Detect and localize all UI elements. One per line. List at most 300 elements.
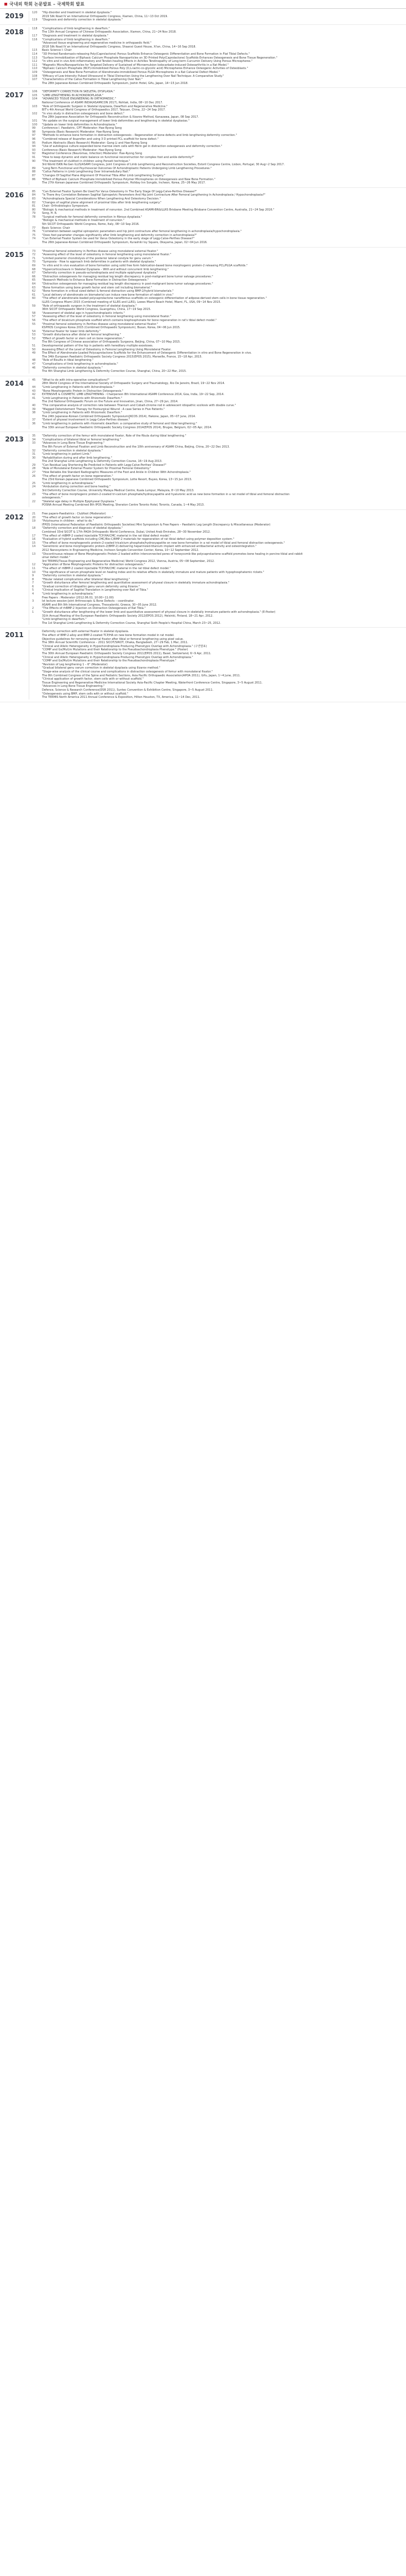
entry-number: 115: [32, 49, 38, 52]
list-item: [32, 674, 406, 678]
entry-number: [32, 663, 42, 667]
year-label: 2019: [5, 12, 24, 20]
entry-number: [32, 301, 42, 304]
entry-text: "Magged Detoristement Therapy for Postsurgical Wound : A case Series in Five Patients.": [42, 407, 165, 411]
entry-text: Podium Abstracts (Basic Research) Moderator: Gang Li and Hae-Ryong Song: [42, 141, 147, 145]
section-divider: [0, 24, 406, 25]
list-item: [32, 574, 406, 578]
section-divider: [0, 627, 406, 628]
entry-number: 36: [32, 422, 36, 425]
entry-text: Developmental pattern of the hip in patients with hereditary multiple exostoses.: [42, 344, 154, 348]
entry-number: [32, 45, 42, 49]
entry-number: 31: [32, 453, 36, 456]
entry-number: [32, 415, 42, 419]
list-item: [32, 530, 406, 534]
entry-number: [32, 108, 42, 112]
year-label: 2018: [5, 28, 24, 36]
entry-text: "Limb Lengthening in Patients with Rhizomelic Dwarfism.": [42, 396, 123, 400]
list-item: [32, 315, 406, 319]
entry-number: 43: [32, 389, 36, 393]
list-item: [32, 241, 406, 245]
list-item: [32, 382, 406, 386]
list-item: [32, 685, 406, 688]
entry-text: KSPHOS Congress Korea 2015 (Combined Orthopaedic Symposium), Busan, Korea, 04~06 Jun 2015.: [42, 326, 181, 330]
entry-text: 3rd Deformity Correction Course, University Malaya Medical Centre, Kuala Lumpur, Malaysia, 8~10 May 2013.: [42, 489, 194, 493]
entry-text: "What to do with intra-operative complications?": [42, 378, 110, 382]
entry-text: "Advances in Long Bone Tissue Engineering.": [42, 685, 105, 688]
list-item: [32, 426, 406, 430]
entry-number: 15: [32, 541, 36, 545]
list-item: [32, 138, 406, 141]
list-item: [32, 27, 406, 31]
header: [0, 0, 406, 8]
entry-number: 92: [32, 152, 36, 156]
section-divider: [0, 247, 406, 248]
entry-number: 16: [32, 538, 36, 542]
entry-text: "Surgical methods for femoral deformity correction in fibrous dysplasia.": [42, 215, 143, 219]
entry-number: 51: [32, 344, 36, 348]
section-divider: [0, 509, 406, 510]
entry-number: 66: [32, 275, 36, 278]
entry-text: BIT's 4th Annual World Congress of Orthopaedics 2017, Taiyuan, China, 22~24 Sep 2017.: [42, 108, 166, 112]
list-item: [32, 145, 406, 149]
entry-text: "Advances in Long Bone Tissue Engineering.": [42, 441, 105, 445]
list-item: [32, 344, 406, 348]
entry-number: 117: [32, 34, 38, 38]
entry-text: Deformity correction with external fixator in skeletal dysplasia.: [42, 630, 129, 634]
entry-number: 78: [32, 215, 36, 219]
entry-number: 34: [32, 438, 36, 441]
entry-number: 28: [32, 467, 36, 471]
list-item: [32, 641, 406, 645]
entry-text: "Assessment of skeletal age in hypochondroplastic infants.": [42, 311, 125, 315]
list-item: [32, 275, 406, 279]
entry-number: [32, 340, 42, 344]
entry-number: 12: [32, 563, 36, 567]
entry-text: "Is There Any Correlation Between Sagittal Spinopelvic Parameters And Hip Joint Contracture After Femoral Lengthening In Achondroplasia / Hypochondroplasia?": [42, 193, 266, 197]
list-item: [32, 90, 406, 94]
list-item: [32, 489, 406, 493]
entry-text: The 30th Annual European Paediatric Orthopaedic Society Congress 2011(EPOS 2011), Basel, Switzerland, 6~9 Apr, 2011.: [42, 651, 212, 655]
entry-number: [32, 638, 42, 642]
entry-text: 3rd World ISKN Re:Gen ILLIS/ASAMI Congress, Joint Congress of Limb Lengthening and Reconstruction Societies, Estoril Congress Centre, Lisbon, Portugal, 30 Aug~2 Sep 2017.: [42, 163, 285, 167]
entry-number: [32, 614, 42, 618]
entry-text: "Deformity correction of the femur with monolateral fixator, Role of the fibula during tibial lengthening.": [42, 434, 187, 438]
year-section-2013: [0, 434, 406, 507]
entry-number: 99: [32, 127, 36, 130]
list-item: [32, 670, 406, 674]
entry-number: 25: [32, 481, 36, 485]
entry-number: 62: [32, 290, 36, 293]
list-item: [32, 282, 406, 286]
list-item: [32, 404, 406, 408]
entry-text: "Diagnosis and treatment in skeletal dysplasia.": [42, 34, 109, 38]
entry-text: The 23rd Korean-Japanese Combined Orthopaedic Symposium, Lotte Resort, Buyeo, Korea, 13~15 Jun 2013.: [42, 478, 192, 482]
entry-text: The TERMIS North America 2011 Annual Conference & Exposition, Hilton Houston, TX, America, 11~14 Dec, 2011.: [42, 696, 201, 700]
entry-text: "The effect of alendronate-loaded polycaprolactone nanofibrous scaffolds on osteogenic differentiation of adipose-derived stem cells in bone tissue regeneration.": [42, 297, 267, 301]
entry-text: 2019 Silk Road IV an International Orthopaedic Congress, Xiamen, China, 11~13 Oct 2019.: [42, 14, 168, 18]
entry-text: Defence, Science & Research Conference(DSR 2011), Suntec Convention & Exhibition Centre, Singapore, 3~5 August 2011.: [42, 688, 214, 692]
entry-number: 44: [32, 386, 36, 389]
year-section-2011: [0, 630, 406, 699]
list-item: [32, 578, 406, 582]
entry-number: 76: [32, 230, 36, 234]
entry-number: 107: [32, 78, 38, 82]
list-item: [32, 503, 406, 507]
entry-text: 28th World Congress of the International Society of Orthopaedic Surgery and Traumatology, Rio De Janeiro, Brazil, 19~22 Nov 2014.: [42, 382, 225, 386]
entry-number: 45: [32, 378, 36, 382]
entry-number: 103: [32, 104, 38, 108]
entry-number: [32, 685, 42, 688]
list-item: [32, 467, 406, 471]
entry-text: "Research Methods to Enhance Bone Formation in Distraction Osteogenesis.": [42, 278, 149, 282]
list-item: [32, 571, 406, 575]
year-section-2019: [0, 11, 406, 22]
list-item: [32, 250, 406, 254]
entry-text: Chair: Orthobiologics Symposium.: [42, 204, 89, 208]
list-item: [32, 319, 406, 323]
entry-text: "Efficacy of Low-Intensity Pulsed Ultrasound in Tibial Distraction Using the Lengthening Over Nail Technique: A Comparative Study.": [42, 74, 224, 78]
entry-number: [32, 478, 42, 482]
list-item: [32, 622, 406, 625]
entry-text: The Effect of Alendronate-Loaded Polycaprolactone Scaffolds for the Enhancement of Osteogenic Differentiation in vitro and Bone Regeneration in vivo.: [42, 351, 252, 355]
entry-text: "Ambulation during correction and bone healing.": [42, 485, 111, 489]
entry-text: "In vitro and In vivo evaluation of bone formation using solid free form fabrication-based bone morphogenic protein-2 releasing PCL/PLGA scaffolds.": [42, 264, 248, 267]
list-item: [32, 190, 406, 194]
entry-number: 29: [32, 463, 36, 467]
entry-text: "Complications of limb lengthening in dwarfism.": [42, 27, 110, 30]
entry-number: 106: [32, 90, 38, 94]
entry-text: "Does foot parameter changes significantly after limb lengthening and deformity correction in achondroplasia?": [42, 233, 197, 237]
entry-number: 35: [32, 434, 36, 438]
entry-text: "In vivo study in distraction osteogenesis and bone defect.": [42, 112, 125, 115]
entry-text: Assessing Effect of the Level of Osteotomy in Femoral Lengthening Using Monolateral Fixator.: [42, 348, 172, 351]
entry-text: "External fixator for lower limb deformity.": [42, 329, 101, 333]
entry-number: [32, 30, 42, 34]
entry-text: "Gradual bilateral genu varum correction in skeletal dysplasia using Ilizarov method.": [42, 666, 161, 670]
list-item: [32, 82, 406, 86]
list-item: [32, 326, 406, 330]
entry-number: 40: [32, 403, 36, 407]
entry-text: ASAMI and 8th 9th International Congress, Thessaloniki, Greece, 30~05 June 2012.: [42, 603, 157, 607]
year-label: 2013: [5, 435, 24, 444]
list-item: [32, 611, 406, 614]
list-item: [32, 330, 406, 334]
entry-text: "Discontinuous release of Bone Morphogenetic Protein-2 loaded within interconnected pores of honeycomb-like polycaprolactone scaffold promotes bone healing in porcine tibial and rabbit ulnar defect model.": [42, 552, 303, 560]
entry-text: 31th Annual Meeting of the European Paediatric Orthopaedic Society 2012(EPOS 2012), Helsinki, Finland, 18~21 Apr, 2012.: [42, 614, 214, 618]
entry-text: National Conference of ASAMI INDIA(ASAMICON 2017), Rohtak, India, 08~10 Dec 2017.: [42, 101, 164, 105]
list-item: [32, 64, 406, 67]
entry-number: 52: [32, 337, 36, 340]
entry-text: "Osteogenesis using BMP, stem cells with or without scaffold.": [42, 692, 129, 696]
entry-number: [32, 603, 42, 607]
entry-text: "Magnetic Micro/Nanoparticles for Targeted Delivery of Sustained of Microemulsion Iodocarbate-induced Osteoarthritis in a Rat Model.": [42, 63, 229, 67]
entry-text: "Stage-wise analysis of the clinical course and complications in distraction osteogenesis of femur with monolateral fixator.": [42, 670, 213, 674]
entry-text: "How Reliable Are Standard Radiographic Measures of the Foot and Ankle in Children With Achondroplasia.": [42, 471, 191, 475]
list-item: [32, 301, 406, 304]
entry-number: 93: [32, 148, 36, 152]
entry-number: 102: [32, 112, 38, 115]
entry-number: 3: [32, 600, 34, 603]
entry-text: "Deformity correction in skeletal dysplasia.": [42, 449, 103, 453]
list-item: [32, 692, 406, 696]
list-item: [32, 445, 406, 449]
entry-text: 36th SICOT Orthopaedic World Congress, Guangzhou, China, 17~19 Sep 2015.: [42, 308, 151, 312]
entry-text: 5th SICOT Orthopaedic World Congress, Rome, Italy, 08~10 Sep 2016.: [42, 223, 140, 227]
entry-number: 8: [32, 577, 34, 581]
list-item: [32, 370, 406, 374]
list-item: [32, 71, 406, 75]
list-item: [32, 97, 406, 101]
entry-number: [32, 460, 42, 464]
entry-text: The 1st Shanghai Limb Lengthening & Deformity Correction Course, Shanghai Sixth People's Hospital China, March 23~25, 2012.: [42, 621, 221, 625]
entry-text: The 8th Forum of External Fixation and Limb Reconstruction and the 10th anniversary of ASAMI China, Beijing, China, 20~22 Dec 2013.: [42, 445, 230, 449]
entry-number: 101: [32, 119, 38, 123]
entry-number: 118: [32, 27, 38, 30]
list-item: [32, 11, 406, 15]
entry-number: [32, 681, 42, 685]
bullet-square-icon: [4, 3, 7, 6]
entry-number: 84: [32, 193, 36, 197]
list-item: [32, 201, 406, 205]
entry-number: [32, 560, 42, 564]
entry-number: 10: [32, 570, 36, 574]
entry-text: "Changes Of Sagittal Plane Alignment Of Proximal Tibia After Limb Lengthening Surgery.": [42, 174, 165, 177]
entry-text: "Growth disturbance after lengthening of the lower limb and quantitative assessment of physeal closure in skeletally immature patients with achondroplasia." (E-Poster): [42, 611, 276, 614]
entry-number: [32, 219, 42, 223]
entry-number: 6: [32, 585, 34, 588]
entry-text: "Osteogenesis and New Bone Formation of Alendronate-immobilized Porous PLGA Microspheres in a Rat Calvarial Defect Model.": [42, 70, 220, 74]
list-item: [32, 596, 406, 600]
page-title: 국내외 학회 논문발표 – 국제학회 발표: [9, 1, 85, 7]
entry-text: "The effect of growth factor on bone regeneration.": [42, 516, 113, 519]
list-item: [32, 112, 406, 116]
year-section-2018: [0, 27, 406, 86]
list-item: [32, 648, 406, 652]
entry-text: Basic Science I: Chair: [42, 49, 72, 52]
entry-text: "The effect of rhBMP-2 coated injectable TCP/HA/CMC material in the rat tibial defect model.": [42, 534, 171, 538]
list-item: [32, 666, 406, 670]
entry-text: The 8th Congress of Chinese association of Orthopaedic Surgeons, Beijing, China, 07~10 May 2015.: [42, 340, 181, 344]
list-item: [32, 178, 406, 182]
year-section-2012: [0, 512, 406, 625]
list-item: [32, 614, 406, 618]
entry-number: [32, 666, 42, 670]
entry-number: 32: [32, 449, 36, 453]
entry-text: "Effect of Biphasic Calcium Phosphate Immobilized Porous Polymer Microspheres on Osteogenesis and New Bone Formation.": [42, 177, 215, 181]
section-divider: [0, 187, 406, 188]
entry-text: 2018 Silk Road IV an International Orthopaedic Congress, Shaanxi Guest House, Xi'an, China, 14~16 Sep 2018.: [42, 45, 196, 49]
entry-number: 110: [32, 67, 38, 71]
list-item: [32, 560, 406, 564]
entry-number: 30: [32, 456, 36, 460]
entry-text: "Hip disorder and treatment in skeletal dysplasia.": [42, 11, 112, 14]
entry-number: [32, 530, 42, 534]
list-item: [32, 453, 406, 456]
entry-number: 22: [32, 500, 36, 503]
list-item: [32, 160, 406, 164]
entry-number: 55: [32, 322, 36, 326]
list-item: [32, 618, 406, 622]
list-item: [32, 60, 406, 64]
entry-text: "Role of orthopaedic surgeon in the treatment of skeletal dysplasia.": [42, 304, 137, 308]
year-section-2017: [0, 90, 406, 185]
entry-number: 56: [32, 318, 36, 322]
entry-number: 113: [32, 56, 38, 60]
entry-number: 73: [32, 249, 36, 253]
entry-text: "ADVANCED TISSUE ENGINEERING IN ORTHOPAEDIC.": [42, 97, 117, 101]
entry-text: "Local delivery of alendronate on biomaterial can induce new bone formation of rabbit in vivo.": [42, 293, 174, 297]
list-item: [32, 323, 406, 327]
entry-text: "The effect of bone morphogenetic protein-2-coated tricalcium phosphate/hydroxyapatite on new bone formation in a rat model of tibial and femoral distraction osteogenesis.": [42, 541, 285, 545]
entry-number: 109: [32, 70, 38, 74]
list-item: [32, 456, 406, 460]
year-label: 2017: [5, 91, 24, 99]
entry-number: [32, 634, 42, 638]
list-item: [32, 516, 406, 520]
entry-text: "Limb Lengthening in Patients with Achondroplasia.": [42, 386, 115, 389]
list-item: [32, 464, 406, 467]
list-item: [32, 553, 406, 560]
entry-number: [32, 596, 42, 600]
entry-text: Symposia (Basic Research) Moderator: Hae-Ryong Song: [42, 130, 119, 134]
entry-text: "Biphasic Calcium Phosphate (BCP)-Immobilized Porous Poly (D,L-lactic-co-glycolic acid) Microspheres Enhance Osteogenic Activities of Osteoblasts.": [42, 67, 249, 71]
list-item: [32, 215, 406, 219]
list-item: [32, 366, 406, 370]
entry-text: "Gradual correction of idiopathic genu varum deformity using Ilizarov.": [42, 585, 140, 588]
list-item: [32, 585, 406, 589]
entry-text: "Role of Orthopaedic Surgeon in Skeletal dysplasia, Dwarfism and Regenerative Medicine.": [42, 104, 168, 108]
list-item: [32, 696, 406, 700]
entry-text: The 34th European Paediatric Orthopaedic Society Congress 2015(EPOS 2015), Marseille, France, 15~18 Apr, 2015.: [42, 355, 203, 359]
entry-text: The 2nd Shanghai Limb Lengthening & Deformity Correction Course, 16~19 Aug 2013.: [42, 460, 162, 464]
list-item: [32, 156, 406, 160]
entry-text: "Clinical and Allelic Heterogeneity in Hypochondroplasia Producing Phenotypic Overlap with Achondroplasia." (구연발표): [42, 644, 207, 648]
section-divider: [0, 87, 406, 88]
entry-number: 64: [32, 282, 36, 286]
list-item: [32, 359, 406, 362]
list-item: [32, 519, 406, 523]
year-section-2016: [0, 190, 406, 245]
list-item: [32, 677, 406, 681]
list-item: [32, 181, 406, 185]
entry-number: [32, 618, 42, 622]
title-divider: [0, 8, 406, 9]
entry-text: "Can Residual Leg Shortening Be Predicted in Patients with Legg-Calve-Perthes' Disease?": [42, 463, 167, 467]
entry-number: 4: [32, 592, 34, 596]
entry-text: Free Papers : Moderator (2012.06.01. 10:00~11:00): [42, 596, 114, 600]
entry-number: 80: [32, 208, 36, 212]
entry-text: "Callus Patterns in Limb Lengthening Over Intramedullary Nail.": [42, 170, 130, 174]
entry-text: "Proximal femoral osteotomy in Perthes disease using monolateral external fixator.": [42, 322, 159, 326]
entry-number: [32, 652, 42, 656]
list-item: [32, 134, 406, 138]
list-item: [32, 333, 406, 337]
entry-number: 97: [32, 134, 36, 138]
entry-number: [32, 674, 42, 678]
entry-number: 114: [32, 52, 38, 56]
list-item: [32, 386, 406, 390]
list-item: [32, 485, 406, 489]
entry-text: "The comparative analysis of correction rate between Titanium and Cobalt-chrome rod in adolescent idiopathic scoliosis with double curve.": [42, 403, 236, 407]
entry-number: 88: [32, 170, 36, 174]
entry-number: 23: [32, 492, 36, 496]
list-item: [32, 56, 406, 60]
entry-number: 13: [32, 552, 36, 556]
entry-text: "Hypercorticocleavis in Skeletal Dysplasia – With and without concurrent limb lengthening.": [42, 267, 169, 271]
list-item: [32, 415, 406, 419]
list-item: [32, 400, 406, 404]
list-item: [32, 563, 406, 567]
list-item: [32, 688, 406, 692]
entry-number: 59: [32, 304, 36, 308]
entry-number: [32, 677, 42, 681]
entry-number: 83: [32, 197, 36, 201]
entry-number: 82: [32, 201, 36, 204]
entry-number: 71: [32, 256, 36, 260]
entry-text: "Biologic & mechanical methods in treatment of nonunion. 2nd Combined ASAMI-BR&ILLRS Brisbane Meeting Brisbane Convention Centre, Australia, 21~24 Sep 2016.": [42, 208, 275, 212]
entry-text: "The effect of bicalcium phosphate scaffold which contains bisphosphonate for bone regeneration in rat's tibial defect model.": [42, 318, 217, 322]
list-item: [32, 512, 406, 516]
list-item: [32, 471, 406, 475]
entry-number: 72: [32, 253, 36, 257]
list-item: [32, 603, 406, 607]
entry-number: [32, 163, 42, 167]
entry-text: The 2nd National Orthopaedic Forum on the Future and Innovation, Jinan, China, 27~29 Jun, 2014.: [42, 400, 178, 404]
list-item: [32, 422, 406, 426]
entry-number: 2: [32, 607, 34, 611]
entry-text: "Changes of sagittal plane alignment of proximal tibia after limb lengthening surgery.": [42, 201, 162, 204]
entry-number: 75: [32, 233, 36, 237]
year-label: 2011: [5, 631, 24, 639]
list-item: [32, 130, 406, 134]
entry-text: "Rehabilitation during and after limb lengthening.": [42, 456, 112, 460]
entry-list: [29, 190, 406, 245]
entry-text: "Combined release of ibuprofen and using 3 D printed PCL scaffold for bone defect.": [42, 138, 159, 141]
entry-text: "Characteristics of the Callus Formation in Tibial Lengthening Over Nail.": [42, 78, 143, 82]
list-item: [32, 45, 406, 49]
list-item: [32, 67, 406, 71]
entry-number: [32, 622, 42, 625]
entry-number: [32, 648, 42, 652]
entry-text: "Limb lengthening in dwarfism.": [42, 618, 87, 622]
entry-text: "Biologic & mechanical methods in treatment of nonunion.": [42, 219, 125, 223]
entry-text: Free papers-Paediatrics : Clubfoot (Moderator): [42, 512, 106, 516]
entry-text: "Complications of limb lengthening in achondroplasia.": [42, 362, 118, 366]
entry-number: [32, 659, 42, 663]
list-item: [32, 527, 406, 530]
list-item: [32, 390, 406, 393]
entry-number: 94: [32, 145, 36, 149]
entry-text: "Polytrauma in children : what to do.": [42, 519, 94, 523]
entry-number: 89: [32, 166, 36, 170]
entry-number: [32, 641, 42, 645]
entry-number: 90: [32, 159, 36, 163]
entry-number: [32, 223, 42, 227]
entry-text: "Role of Monolateral External Fixator System for Proximal Femoral Osteotomy.": [42, 467, 151, 471]
entry-text: Conference (Basic Research) Moderator: Hae-Ryong Song: [42, 148, 122, 152]
list-item: [32, 253, 406, 257]
list-item: [32, 681, 406, 685]
list-item: [32, 545, 406, 549]
list-item: [32, 542, 406, 545]
list-item: [32, 393, 406, 397]
entry-number: 50: [32, 348, 36, 351]
entry-list: [29, 378, 406, 429]
entry-text: EXTENSIVE & COSMETIC LIMB LENGTHENING : Chairperson 8th International ASAMI Conference 2014, Goa, India, 19~22 Sep, 2014.: [42, 393, 224, 397]
entry-text: "Surface Immobilization of Biphasic Calcium Phosphate Nanoparticles on 3D Printed Poly(Caprolactone) Scaffolds Enhances Osteogenesis and Bone Tissue Regeneration.": [42, 56, 278, 60]
year-label: 2012: [5, 513, 24, 521]
